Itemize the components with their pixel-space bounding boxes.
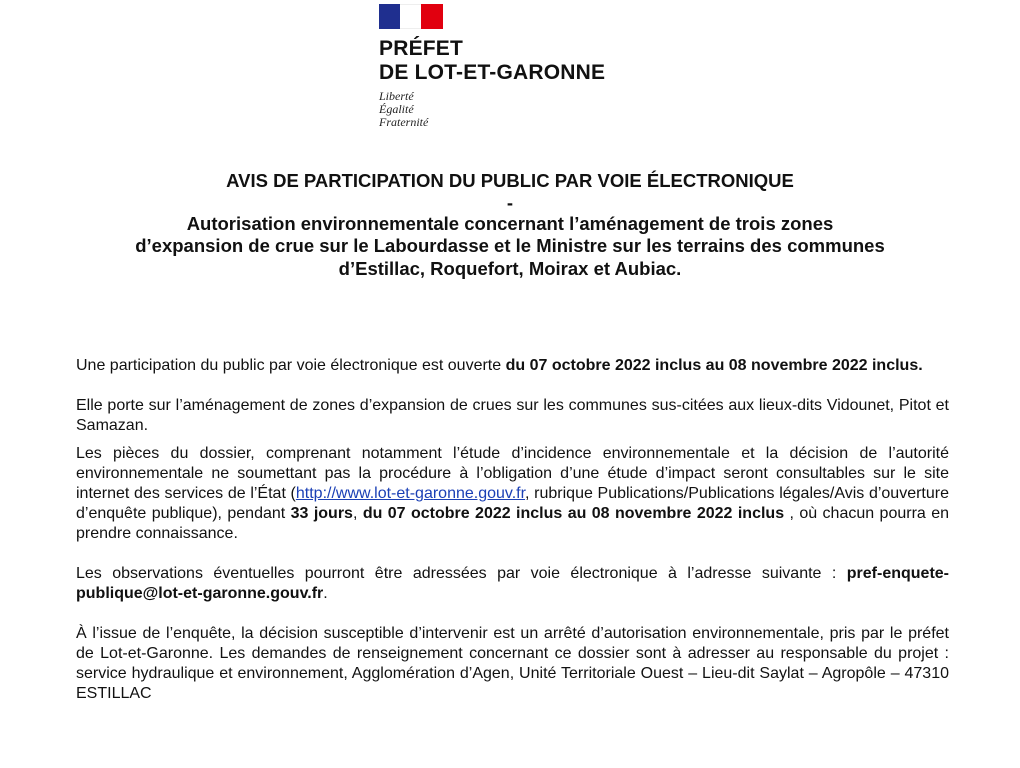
paragraph-text: Une participation du public par voie électronique est ouverte (76, 357, 506, 374)
paragraph-text: , (352, 505, 363, 522)
motto-fraternite: Fraternité (379, 115, 429, 129)
date-range-bold: du 07 octobre 2022 inclus au 08 novembre 2022 inclus (362, 505, 785, 522)
title-separator: - (506, 191, 514, 213)
duration-bold: 33 jours (290, 505, 353, 522)
paragraph-observations (76, 564, 949, 604)
paragraph-decision (76, 624, 949, 704)
notice-subtitle-line-3: d’Estillac, Roquefort, Moirax et Aubiac. (338, 258, 682, 280)
paragraph-text: À l’issue de l’enquête, la décision susceptible d’intervenir est un arrêté d’autorisation environnementale, pris par le préfet de Lot-et-Garonne. Les demandes de renseignement concernant ce dossier sont à adresser au responsable du projet : service hydraulique et environnement, Agglomération d’Agen, Unité Territoriale Ouest – Lieu-dit Saylat – Agropôle – 47310 ESTILLAC (76, 625, 949, 702)
notice-body (76, 356, 949, 704)
paragraph-scope (76, 396, 949, 436)
notice-title-block (60, 170, 960, 281)
paragraph-text: , où chacun pourra en prendre connaissance. (76, 505, 950, 542)
prefecture-name (379, 37, 605, 85)
prefet-line-1: PRÉFET (379, 37, 464, 60)
paragraph-text: . (323, 585, 328, 602)
republic-motto (379, 90, 605, 129)
prefecture-header (379, 4, 605, 129)
flag-blue-band (379, 4, 400, 29)
motto-egalite: Égalité (379, 102, 414, 116)
contact-email[interactable]: pref-enquete-publique@lot-et-garonne.gouv.fr (76, 565, 949, 602)
motto-liberte: Liberté (379, 89, 414, 103)
marianne-flag-logo (379, 4, 443, 29)
paragraph-text: Elle porte sur l’aménagement de zones d’expansion de crues sur les communes sus-citées aux lieux-dits Vidounet, Pitot et Samazan. (76, 397, 949, 434)
paragraph-documents (76, 444, 949, 544)
paragraph-text: Les pièces du dossier, comprenant notamment l’étude d’incidence environnementale et la décision de l’autorité environnementale ne soumettant pas la procédure à l’obligation d’une étude d’impact seront consultables sur le site internet des services de l’État ( (76, 445, 949, 502)
flag-red-band (421, 4, 443, 29)
notice-subtitle-line-1: Autorisation environnementale concernant l’aménagement de trois zones (186, 212, 834, 234)
paragraph-opening-dates (76, 356, 949, 376)
flag-white-band (400, 4, 421, 29)
prefet-line-2: DE LOT-ET-GARONNE (379, 61, 606, 84)
paragraph-text: , rubrique Publications/Publications légales/Avis d’ouverture d’enquête publique), pendant (76, 485, 949, 522)
paragraph-text: Les observations éventuelles pourront être adressées par voie électronique à l’adresse suivante : (76, 565, 847, 582)
notice-title: AVIS DE PARTICIPATION DU PUBLIC PAR VOIE ÉLECTRONIQUE (226, 170, 794, 191)
notice-subtitle-line-2: d’expansion de crue sur le Labourdasse et le Ministre sur les terrains des communes (135, 235, 885, 257)
prefecture-website-link[interactable]: http://www.lot-et-garonne.gouv.fr (295, 485, 526, 502)
date-range-bold: du 07 octobre 2022 inclus au 08 novembre 2022 inclus. (505, 357, 923, 374)
